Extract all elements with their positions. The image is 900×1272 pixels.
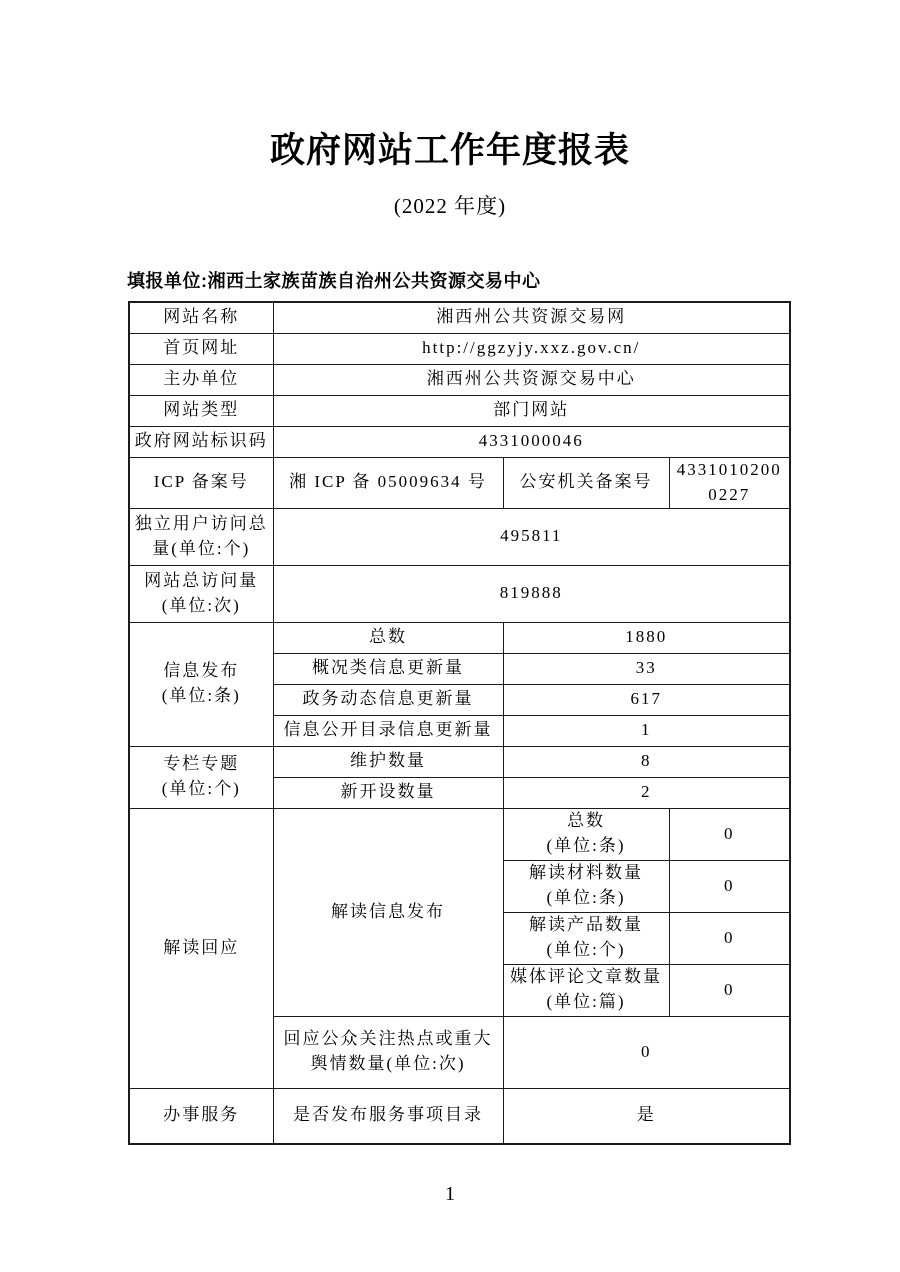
report-table — [128, 301, 791, 1145]
table-row — [129, 746, 790, 777]
interp-total-value: 0 — [669, 808, 790, 860]
interp-product-unit: (单位:个) — [546, 940, 626, 959]
site-name-value: 湘西州公共资源交易网 — [273, 302, 790, 333]
total-visits-value: 819888 — [273, 565, 790, 622]
table-row — [129, 364, 790, 395]
columns-new-label: 新开设数量 — [273, 777, 503, 808]
table-row — [129, 808, 790, 860]
site-type-label: 网站类型 — [129, 395, 273, 426]
reporting-unit-label: 填报单位: — [127, 271, 208, 291]
table-row — [129, 622, 790, 653]
info-directory-value: 1 — [503, 715, 790, 746]
page-title: 政府网站工作年度报表 — [269, 131, 630, 170]
table-row — [129, 457, 790, 508]
info-publish-group-label — [129, 622, 273, 746]
interp-media-value: 0 — [669, 964, 790, 1016]
icp-value: 湘 ICP 备 05009634 号 — [273, 457, 503, 508]
icp-label: ICP 备案号 — [129, 457, 273, 508]
interp-media-unit: (单位:篇) — [546, 992, 626, 1011]
info-news-label: 政务动态信息更新量 — [273, 684, 503, 715]
interp-material-value: 0 — [669, 860, 790, 912]
table-row — [129, 302, 790, 333]
police-record-value: 43310102000227 — [669, 457, 790, 508]
interpretation-publish-label: 解读信息发布 — [273, 808, 503, 1016]
info-total-value: 1880 — [503, 622, 790, 653]
organizer-label: 主办单位 — [129, 364, 273, 395]
unique-visitors-label: 独立用户访问总量(单位:个) — [129, 508, 273, 565]
services-directory-label: 是否发布服务事项目录 — [273, 1088, 503, 1144]
columns-maintained-label: 维护数量 — [273, 746, 503, 777]
response-hotspot-label: 回应公众关注热点或重大舆情数量(单位:次) — [273, 1016, 503, 1088]
reporting-unit-value: 湘西土家族苗族自治州公共资源交易中心 — [207, 271, 541, 291]
response-hotspot-value: 0 — [503, 1016, 790, 1088]
columns-topics-unit: (单位:个) — [161, 779, 241, 798]
interp-material-label-text: 解读材料数量 — [529, 863, 643, 883]
table-row — [129, 1088, 790, 1144]
police-record-label: 公安机关备案号 — [503, 457, 669, 508]
info-publish-unit: (单位:条) — [161, 686, 241, 705]
total-visits-label: 网站总访问量(单位:次) — [129, 565, 273, 622]
interp-total-label-text: 总数 — [567, 811, 605, 831]
interpretation-group-label: 解读回应 — [129, 808, 273, 1088]
columns-topics-label: 专栏专题 — [163, 754, 240, 774]
unique-visitors-value: 495811 — [273, 508, 790, 565]
info-directory-label: 信息公开目录信息更新量 — [273, 715, 503, 746]
home-url-label: 首页网址 — [129, 333, 273, 364]
site-type-value: 部门网站 — [273, 395, 790, 426]
page-subtitle: (2022 年度) — [393, 194, 507, 218]
page-number: 1 — [445, 1183, 455, 1205]
site-name-label: 网站名称 — [129, 302, 273, 333]
interp-total-label — [503, 808, 669, 860]
table-row — [129, 508, 790, 565]
info-overview-label: 概况类信息更新量 — [273, 653, 503, 684]
interp-material-unit: (单位:条) — [546, 888, 626, 907]
home-url-value: http://ggzyjy.xxz.gov.cn/ — [273, 333, 790, 364]
organizer-value: 湘西州公共资源交易中心 — [273, 364, 790, 395]
table-row — [129, 565, 790, 622]
table-row — [129, 333, 790, 364]
interp-material-label — [503, 860, 669, 912]
table-row — [129, 426, 790, 457]
interp-total-unit: (单位:条) — [546, 836, 626, 855]
table-row — [129, 395, 790, 426]
interp-product-label — [503, 912, 669, 964]
info-overview-value: 33 — [503, 653, 790, 684]
columns-maintained-value: 8 — [503, 746, 790, 777]
interp-media-label — [503, 964, 669, 1016]
info-news-value: 617 — [503, 684, 790, 715]
reporting-unit — [127, 267, 541, 293]
columns-new-value: 2 — [503, 777, 790, 808]
info-publish-label: 信息发布 — [163, 661, 240, 681]
services-group-label: 办事服务 — [129, 1088, 273, 1144]
site-id-label: 政府网站标识码 — [129, 426, 273, 457]
columns-topics-group-label — [129, 746, 273, 808]
interp-media-label-text: 媒体评论文章数量 — [510, 967, 662, 987]
interp-product-label-text: 解读产品数量 — [529, 915, 643, 935]
site-id-value: 4331000046 — [273, 426, 790, 457]
info-total-label: 总数 — [273, 622, 503, 653]
services-directory-value: 是 — [503, 1088, 790, 1144]
interp-product-value: 0 — [669, 912, 790, 964]
